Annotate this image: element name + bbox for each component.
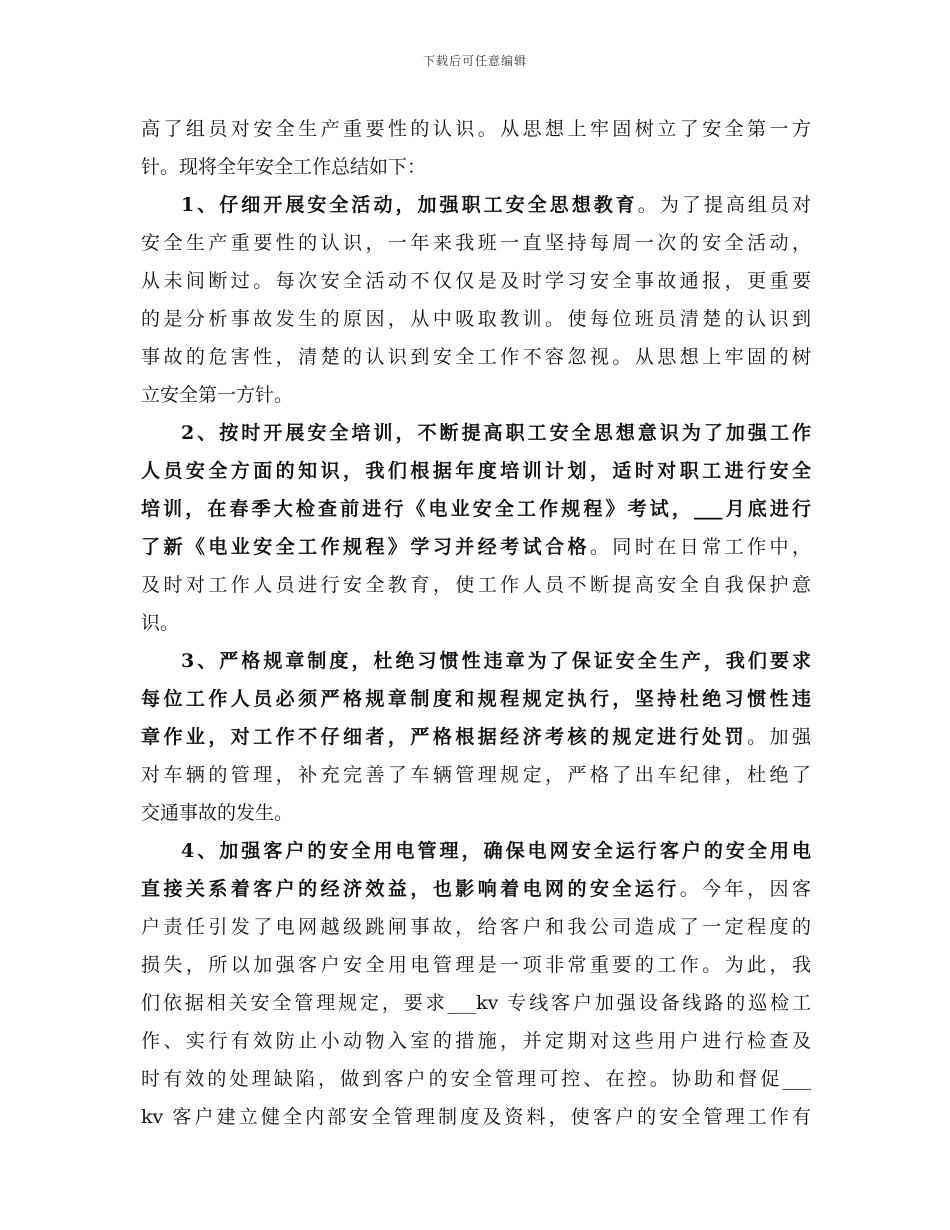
item-2-heading: 2、按时开展安全培训，不断提高职工安全思想意识为了加强工作	[181, 422, 811, 444]
text-run: 。加强	[747, 726, 811, 748]
text-line: 从未间断过。每次安全活动不仅仅是及时学习安全事故通报，更重要	[141, 270, 811, 292]
text-line: 交通事故的发生。	[141, 802, 294, 824]
text-line: 每位工作人员必须严格规章制度和规程规定执行，坚持杜绝习惯性违	[141, 688, 811, 710]
text-line: 立安全第一方针。	[141, 384, 294, 406]
text-run: 时有效的处理缺陷，做到客户的安全管理可控、在控。协助和督促	[141, 1068, 783, 1090]
text-line: 人员安全方面的知识，我们根据年度培训计划，适时对职工进行安全	[141, 460, 811, 482]
text-run: kv 专线客户加强设备线路的巡检工	[476, 992, 811, 1014]
text-line	[141, 1060, 811, 1098]
text-line	[141, 718, 811, 756]
item-4-paragraph	[141, 832, 811, 1136]
text-run: 。为了提高组员对	[637, 194, 811, 216]
text-line	[141, 870, 811, 908]
page-header: 下载后可任意编辑	[422, 54, 527, 68]
text-run: 了新《电业安全工作规程》学习并经考试合格	[141, 536, 590, 558]
text-line: 对车辆的管理，补充完善了车辆管理规定，严格了出车纪律，杜绝了	[141, 764, 811, 786]
intro-paragraph	[141, 110, 811, 186]
text-run: 。今年，因客	[679, 878, 811, 900]
text-line	[141, 186, 811, 224]
text-run: 月底进行	[722, 498, 811, 520]
item-4-heading: 4、加强客户的安全用电管理，确保电网安全运行客户的安全用电	[181, 840, 811, 862]
text-line: 事故的危害性，清楚的认识到安全工作不容忽视。从思想上牢固的树	[141, 346, 811, 368]
text-run: 直接关系着客户的经济效益，也影响着电网的安全运行	[141, 878, 680, 900]
blank-field: ___	[447, 992, 477, 1014]
text-run: 培训，在春季大检查前进行《电业安全工作规程》考试，	[141, 498, 694, 520]
text-run: 章作业，对工作不仔细者，严格根据经济考核的规定进行处罚	[141, 726, 748, 748]
text-line	[141, 528, 811, 566]
blank-field: ___	[694, 498, 723, 520]
text-line: 及时对工作人员进行安全教育，使工作人员不断提高安全自我保护意	[141, 574, 811, 596]
text-run: 。同时在日常工作中，	[589, 536, 811, 558]
item-1-heading: 1、仔细开展安全活动，加强职工安全思想教育	[181, 194, 638, 216]
text-line: 识。	[141, 612, 180, 634]
item-2-paragraph	[141, 414, 811, 642]
item-1-paragraph	[141, 186, 811, 414]
text-line: 损失，所以加强客户安全用电管理是一项非常重要的工作。为此，我	[141, 954, 811, 976]
text-line: 安全生产重要性的认识，一年来我班一直坚持每周一次的安全活动，	[141, 232, 811, 254]
text-line	[141, 490, 811, 528]
text-line	[141, 984, 811, 1022]
text-line: kv 客户建立健全内部安全管理制度及资料，使客户的安全管理工作有	[141, 1106, 811, 1128]
blank-field: ___	[782, 1068, 811, 1090]
item-3-paragraph	[141, 642, 811, 832]
text-line: 高了组员对安全生产重要性的认识。从思想上牢固树立了安全第一方	[141, 118, 811, 140]
text-run: 们依据相关安全管理规定，要求	[141, 992, 448, 1014]
text-line: 针。现将全年安全工作总结如下：	[141, 156, 427, 178]
item-3-heading: 3、严格规章制度，杜绝习惯性违章为了保证安全生产，我们要求	[181, 650, 811, 672]
document-body	[141, 110, 811, 1136]
text-line: 户责任引发了电网越级跳闸事故，给客户和我公司造成了一定程度的	[141, 916, 811, 938]
text-line: 的是分析事故发生的原因，从中吸取教训。使每位班员清楚的认识到	[141, 308, 811, 330]
text-line: 作、实行有效防止小动物入室的措施，并定期对这些用户进行检查及	[141, 1030, 811, 1052]
